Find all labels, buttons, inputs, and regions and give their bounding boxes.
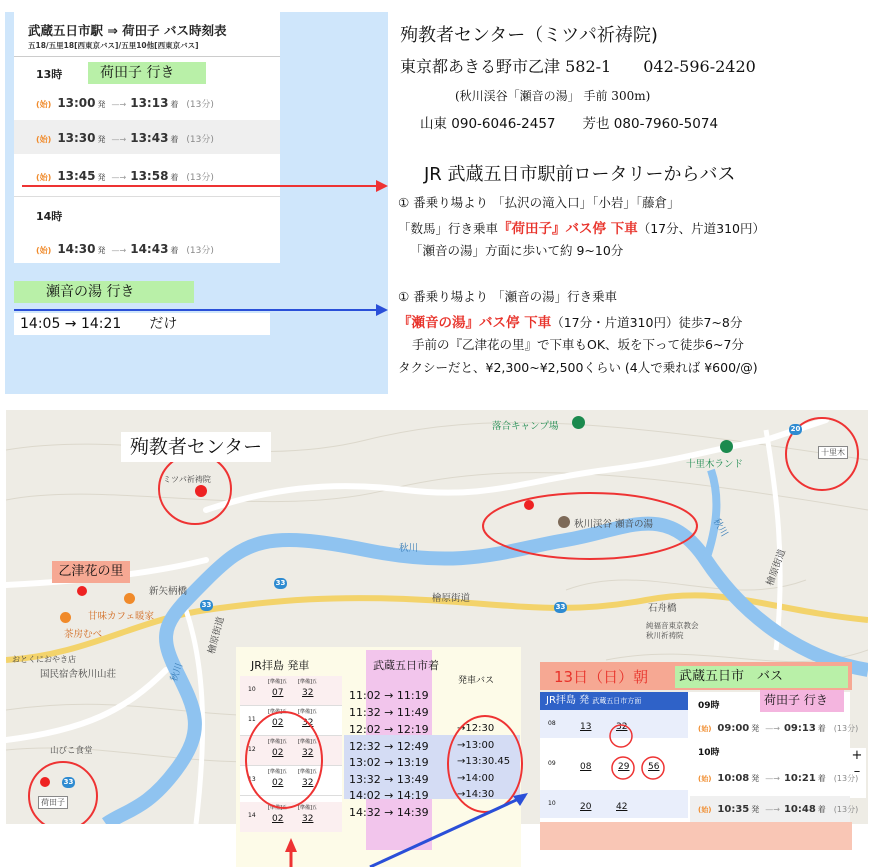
transfer-row: 12:32 → 12:49 <box>349 740 429 753</box>
zoom-controls[interactable]: + – <box>848 748 866 798</box>
map-road-label: 檜原街道 <box>432 593 471 604</box>
timetable-row-text: (始) 13:00 発 —→ 13:13 着 (13分) <box>36 96 214 110</box>
br-hour-10: 10時 <box>698 748 720 758</box>
dest-badge-nitako: 荷田子 行き <box>88 62 206 84</box>
br-row: (始) 10:35 発 —→ 10:48 着 (13分) <box>698 804 859 815</box>
timetable-row-text: (始) 13:30 発 —→ 13:43 着 (13分) <box>36 131 214 145</box>
map-mitsupa-label: ミツパ祈祷院 <box>163 475 211 484</box>
br-footer-bg <box>540 822 852 850</box>
br-jr-head: JR拝島 発 武蔵五日市方面 <box>540 692 688 710</box>
route2-line4: タクシーだと、¥2,300~¥2,500くらい (4人で乗れば ¥600/@) <box>398 360 758 375</box>
transfer-row: 14:32 → 14:39 <box>349 806 429 819</box>
map-hana-label: 乙津花の里 <box>52 561 130 583</box>
timetable-subtitle: 五18/五里18[西東京バス]/五里10他[西東京バス] <box>28 41 199 50</box>
br-row: (始) 10:08 発 —→ 10:21 着 (13分) <box>698 773 859 784</box>
map-cafe: 甘味カフェ暖家 <box>88 611 155 622</box>
map-road-label: 檜原街道 <box>764 547 789 588</box>
transfer-row: 13:32 → 13:49 <box>349 773 429 786</box>
low-head-right: 発車バス <box>458 676 495 686</box>
center-near: (秋川渓谷「瀬音の湯」 手前 300m) <box>455 89 651 103</box>
br-row: (始) 09:00 発 —→ 09:13 着 (13分) <box>698 723 859 734</box>
route-33-icon: 33 <box>63 778 74 786</box>
map-oyaki: おとくにおやき店 <box>12 655 76 664</box>
route-20-icon: 20 <box>790 425 801 433</box>
contacts: 山東 090-6046-2457 芳也 080-7960-5074 <box>420 116 719 132</box>
map-church: 秋川祈祷院 <box>646 631 684 640</box>
map-church: 純福音東京教会 <box>646 621 699 630</box>
map-ishifune-bridge: 石舟橋 <box>648 603 677 614</box>
bus-heading: JR 武蔵五日市駅前ロータリーからバス <box>424 164 736 185</box>
bus-connection: →14:30 <box>457 789 495 800</box>
bus-connection: →14:00 <box>457 773 495 784</box>
dest-badge-seonoyu: 瀬音の湯 行き <box>14 281 194 303</box>
jr-grid-row: 12 [準備]五 [準備]五 02 32 <box>240 736 342 766</box>
br-heading-date: 13日（日）朝 <box>554 668 649 686</box>
jr-grid-row: 10 [準備]五 [準備]五 07 32 <box>240 676 342 706</box>
bus-connection: →13:30.45 <box>457 756 511 767</box>
center-name: 殉教者センター（ミツパ祈祷院) <box>400 25 658 46</box>
map-river-akigawa: 秋川 <box>710 516 730 539</box>
br-jr-row: 08 13 32 <box>540 710 688 738</box>
timetable-row-text: (始) 14:30 発 —→ 14:43 着 (13分) <box>36 242 214 256</box>
br-jr-row: 10 20 42 <box>540 790 688 818</box>
transfer-row: 11:32 → 11:49 <box>349 706 429 719</box>
br-hour-09: 09時 <box>698 701 720 711</box>
timetable-title: 武蔵五日市駅 ⇒ 荷田子 バス時刻表 <box>28 23 227 38</box>
center-address: 東京都あきる野市乙津 582-1 042-596-2420 <box>400 57 756 76</box>
map-jurigi-stop: 十里木 <box>818 446 848 459</box>
transfer-row: 14:02 → 14:19 <box>349 789 429 802</box>
map-sabo: 茶房むべ <box>64 629 103 640</box>
bus-connection: →12:30 <box>457 723 495 734</box>
route1-line3: 「瀬音の湯」方面に歩いて約 9~10分 <box>410 243 624 258</box>
route-33-icon: 33 <box>555 603 566 611</box>
map-yamabiko: 山びこ食堂 <box>50 746 93 756</box>
br-dest-badge: 荷田子 行き <box>760 690 844 712</box>
bus-connection: →13:00 <box>457 740 495 751</box>
transfer-row: 12:02 → 12:19 <box>349 723 429 736</box>
map-seonoyu-label: 秋川渓谷 瀬音の湯 <box>574 519 654 530</box>
jr-grid-row: 11 [準備]五 [準備]五 02 32 <box>240 706 342 736</box>
seonoyu-time: 14:05 → 14:21 だけ <box>14 313 270 335</box>
map-road-label: 檜原街道 <box>206 615 227 656</box>
jr-grid-row: 14 [準備]五 [準備]五 02 32 <box>240 802 342 832</box>
timetable-row-text: (始) 13:45 発 —→ 13:58 着 (13分) <box>36 169 214 183</box>
br-annotations <box>540 700 690 800</box>
route2-line3: 手前の『乙津花の里』で下車もOK、坂を下って徒歩6~7分 <box>412 337 744 352</box>
map-ochiai-camp: 落合キャンプ場 <box>492 421 559 432</box>
transfer-row: 11:02 → 11:19 <box>349 689 429 702</box>
map-river-akigawa: 秋川 <box>399 543 419 554</box>
hour-14-label: 14時 <box>36 210 63 223</box>
map-nitako-stop: 荷田子 <box>38 796 68 809</box>
map-shinyagara-bridge: 新矢柄橋 <box>149 586 188 597</box>
route2-line1: ① 番乗り場より 「瀬音の湯」行き乗車 <box>398 289 618 304</box>
low-head-left: JR拝島 発車 <box>251 659 310 672</box>
low-head-mid: 武蔵五日市着 <box>373 659 439 672</box>
br-jr-row: 09 08 29 56 <box>540 740 688 788</box>
transfer-row: 13:02 → 13:19 <box>349 756 429 769</box>
route2-line2: 『瀬音の湯』バス停 下車（17分・片道310円）徒歩7~8分 <box>398 315 743 331</box>
route1-line1: ① 番乗り場より 「払沢の滝入口」「小岩」「藤倉」 <box>398 195 680 210</box>
map-river-akigawa: 秋川 <box>168 661 186 684</box>
br-heading-bus: 武蔵五日市 バス <box>675 666 848 688</box>
jr-grid-row: 13 [準備]五 [準備]五 02 32 <box>240 766 342 796</box>
hour-13-label: 13時 <box>36 68 63 81</box>
route-33-icon: 33 <box>275 579 286 587</box>
map-kokumin: 国民宿舎秋川山荘 <box>40 669 117 680</box>
map-center-label: 殉教者センター <box>121 432 271 462</box>
route1-line2: 「数馬」行き乗車『荷田子』バス停 下車（17分、片道310円） <box>398 221 765 237</box>
route-33-icon: 33 <box>201 601 212 609</box>
map-jurigi-land: 十里木ランド <box>686 459 744 470</box>
